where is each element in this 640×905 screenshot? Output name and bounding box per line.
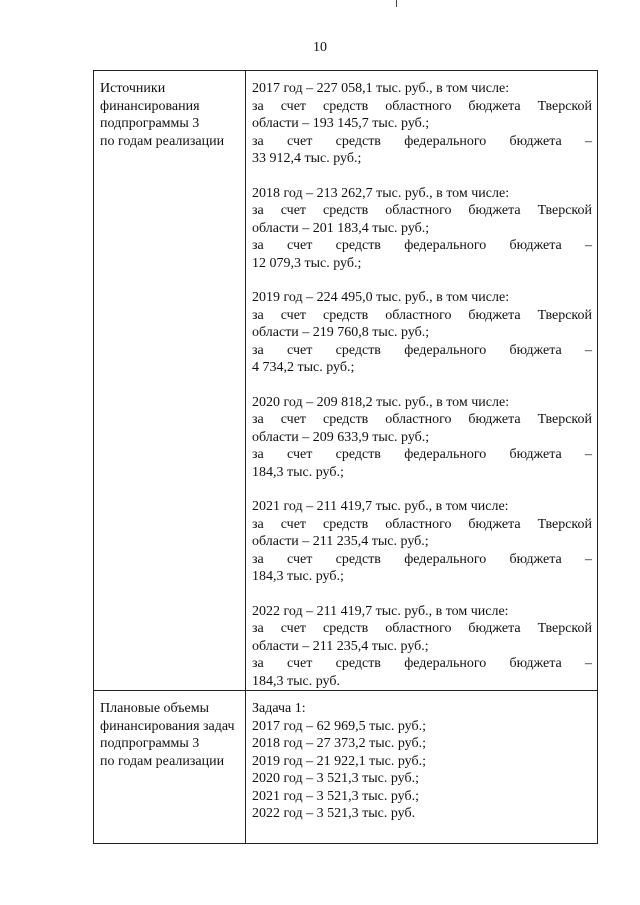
task-year-amount: 2019 год – 21 922,1 тыс. руб.;	[252, 753, 426, 769]
row-content-cell	[246, 691, 598, 844]
task-year-amount: 2022 год – 3 521,3 тыс. руб.	[252, 806, 416, 821]
row-label-line: финансирования	[100, 98, 200, 114]
financing-table	[93, 70, 598, 844]
row-label-line: финансирования задач	[100, 718, 235, 734]
year-total: 2020 год – 209 818,2 тыс. руб., в том числе:	[252, 394, 510, 410]
federal-budget-line: за счет средств федерального бюджета –	[252, 447, 592, 462]
row-label-line: Плановые объемы	[100, 701, 210, 716]
federal-budget-amount: 12 079,3 тыс. руб.;	[252, 255, 362, 271]
table-row-funding-sources	[94, 71, 598, 691]
row-label-line: по годам реализации	[100, 133, 225, 149]
year-total: 2018 год – 213 262,7 тыс. руб., в том числе:	[252, 185, 510, 201]
year-total: 2021 год – 211 419,7 тыс. руб., в том числе:	[252, 499, 509, 514]
regional-budget-amount: области – 211 235,4 тыс. руб.;	[252, 638, 429, 654]
regional-budget-amount: области – 193 145,7 тыс. руб.;	[252, 116, 430, 131]
row-label-line: по годам реализации	[100, 753, 225, 769]
page-number: 10	[313, 40, 327, 55]
row-content-cell	[246, 71, 598, 691]
year-block-2020	[252, 394, 592, 482]
federal-budget-line: за счет средств федерального бюджета –	[252, 133, 592, 149]
year-block-2017	[252, 80, 592, 168]
year-block-2022	[252, 603, 592, 691]
task-heading: Задача 1:	[252, 701, 306, 716]
regional-budget-amount: области – 209 633,9 тыс. руб.;	[252, 429, 430, 445]
row-label-line: Источники	[100, 81, 166, 96]
task-year-amount: 2018 год – 27 373,2 тыс. руб.;	[252, 736, 426, 751]
federal-budget-line: за счет средств федерального бюджета –	[252, 656, 592, 671]
regional-budget-line: за счет средств областного бюджета Тверской	[252, 307, 592, 323]
year-total: 2022 год – 211 419,7 тыс. руб., в том числе:	[252, 603, 509, 619]
regional-budget-amount: области – 201 183,4 тыс. руб.;	[252, 220, 430, 236]
row-label-line: подпрограммы 3	[100, 736, 200, 751]
year-block-2019	[252, 289, 592, 377]
row-label-line: подпрограммы 3	[100, 116, 200, 131]
year-total: 2017 год – 227 058,1 тыс. руб., в том числе:	[252, 81, 510, 96]
federal-budget-line: за счет средств федерального бюджета –	[252, 551, 592, 567]
federal-budget-amount: 184,3 тыс. руб.	[252, 673, 340, 689]
regional-budget-line: за счет средств областного бюджета Тверской	[252, 412, 592, 427]
federal-budget-amount: 184,3 тыс. руб.;	[252, 464, 344, 480]
year-total: 2019 год – 224 495,0 тыс. руб., в том числе:	[252, 290, 510, 305]
row-label-cell	[94, 71, 246, 691]
regional-budget-line: за счет средств областного бюджета Тверской	[252, 516, 592, 532]
year-block-2018	[252, 185, 592, 273]
regional-budget-line: за счет средств областного бюджета Тверской	[252, 98, 592, 114]
scan-mark	[396, 0, 397, 7]
table-row-task-financing	[94, 691, 598, 844]
federal-budget-amount: 184,3 тыс. руб.;	[252, 569, 344, 584]
regional-budget-line: за счет средств областного бюджета Тверской	[252, 621, 592, 636]
federal-budget-line: за счет средств федерального бюджета –	[252, 238, 592, 253]
task-year-amount: 2021 год – 3 521,3 тыс. руб.;	[252, 788, 419, 804]
task-year-amount: 2017 год – 62 969,5 тыс. руб.;	[252, 718, 426, 734]
row-label-cell	[94, 691, 246, 844]
federal-budget-amount: 33 912,4 тыс. руб.;	[252, 151, 362, 166]
federal-budget-amount: 4 734,2 тыс. руб.;	[252, 360, 355, 375]
regional-budget-amount: области – 211 235,4 тыс. руб.;	[252, 534, 429, 549]
task-year-amount: 2020 год – 3 521,3 тыс. руб.;	[252, 771, 419, 786]
regional-budget-amount: области – 219 760,8 тыс. руб.;	[252, 325, 430, 340]
year-block-2021	[252, 498, 592, 586]
federal-budget-line: за счет средств федерального бюджета –	[252, 342, 592, 358]
regional-budget-line: за счет средств областного бюджета Тверской	[252, 203, 592, 218]
